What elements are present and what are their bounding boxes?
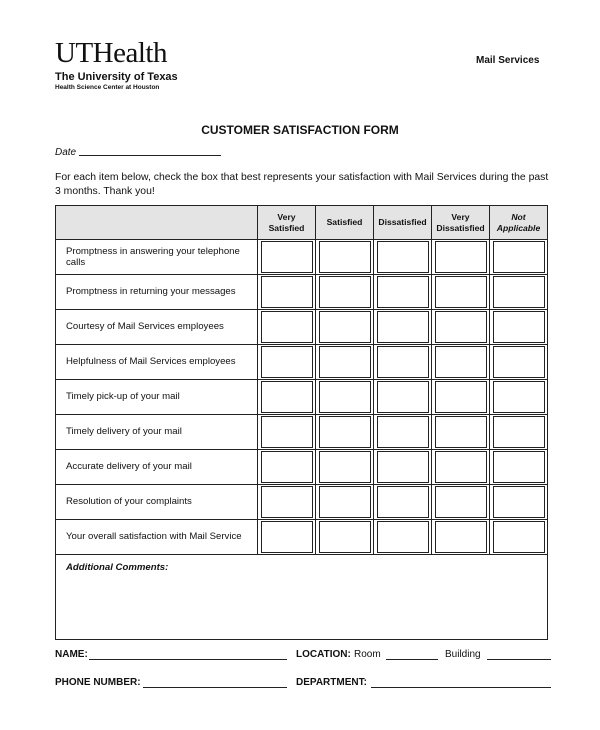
- room-field[interactable]: [386, 659, 438, 660]
- rating-cell: [316, 310, 374, 345]
- rating-cell: [316, 450, 374, 485]
- rating-checkbox[interactable]: [319, 276, 371, 308]
- rating-cell: [316, 275, 374, 310]
- item-label: Promptness in answering your telephone calls: [56, 240, 258, 275]
- rating-checkbox[interactable]: [261, 241, 313, 273]
- rating-cell: [432, 310, 490, 345]
- item-label: Your overall satisfaction with Mail Service: [56, 520, 258, 555]
- rating-cell: [432, 415, 490, 450]
- item-label: Resolution of your complaints: [56, 485, 258, 520]
- rating-cell: [374, 310, 432, 345]
- rating-cell: [432, 345, 490, 380]
- rating-cell: [374, 380, 432, 415]
- item-label: Timely delivery of your mail: [56, 415, 258, 450]
- building-field[interactable]: [487, 659, 551, 660]
- rating-cell: [258, 380, 316, 415]
- rating-cell: [374, 450, 432, 485]
- rating-checkbox[interactable]: [435, 521, 487, 553]
- rating-checkbox[interactable]: [493, 241, 545, 273]
- item-label: Accurate delivery of your mail: [56, 450, 258, 485]
- rating-checkbox[interactable]: [319, 486, 371, 518]
- rating-cell: [490, 345, 548, 380]
- rating-cell: [374, 520, 432, 555]
- rating-checkbox[interactable]: [319, 241, 371, 273]
- rating-cell: [374, 240, 432, 275]
- rating-cell: [316, 415, 374, 450]
- comments-row: [56, 555, 548, 640]
- rating-cell: [490, 240, 548, 275]
- table-row: [56, 520, 548, 555]
- rating-cell: [258, 240, 316, 275]
- rating-cell: [316, 520, 374, 555]
- header-dissatisfied: Dissatisfied: [374, 206, 432, 240]
- rating-cell: [432, 275, 490, 310]
- rating-cell: [258, 450, 316, 485]
- rating-cell: [258, 520, 316, 555]
- header-very-satisfied: Very Satisfied: [258, 206, 316, 240]
- table-row: [56, 275, 548, 310]
- rating-cell: [374, 275, 432, 310]
- rating-checkbox[interactable]: [261, 346, 313, 378]
- rating-checkbox[interactable]: [493, 521, 545, 553]
- rating-checkbox[interactable]: [493, 311, 545, 343]
- rating-checkbox[interactable]: [493, 451, 545, 483]
- table-row: [56, 485, 548, 520]
- department-field[interactable]: [371, 687, 551, 688]
- logo-center: Health Science Center at Houston: [55, 84, 160, 91]
- phone-field[interactable]: [143, 687, 287, 688]
- form-title: CUSTOMER SATISFACTION FORM: [201, 123, 399, 137]
- rating-cell: [316, 345, 374, 380]
- rating-cell: [316, 485, 374, 520]
- rating-checkbox[interactable]: [493, 416, 545, 448]
- rating-checkbox[interactable]: [435, 451, 487, 483]
- rating-checkbox[interactable]: [435, 346, 487, 378]
- logo-university: The University of Texas: [55, 71, 178, 83]
- table-row: [56, 310, 548, 345]
- rating-checkbox[interactable]: [377, 311, 429, 343]
- item-label: Promptness in returning your messages: [56, 275, 258, 310]
- rating-cell: [432, 450, 490, 485]
- header-not-applicable: Not Applicable: [490, 206, 548, 240]
- rating-checkbox[interactable]: [319, 521, 371, 553]
- additional-comments-field[interactable]: [56, 555, 548, 640]
- rating-cell: [490, 380, 548, 415]
- name-field[interactable]: [89, 659, 287, 660]
- rating-checkbox[interactable]: [261, 521, 313, 553]
- rating-checkbox[interactable]: [319, 346, 371, 378]
- table-row: [56, 380, 548, 415]
- rating-checkbox[interactable]: [261, 311, 313, 343]
- rating-cell: [374, 345, 432, 380]
- room-label: Room: [354, 649, 381, 660]
- header-very-dissatisfied: Very Dissatisfied: [432, 206, 490, 240]
- table-row: [56, 345, 548, 380]
- rating-checkbox[interactable]: [261, 276, 313, 308]
- rating-checkbox[interactable]: [261, 486, 313, 518]
- rating-checkbox[interactable]: [377, 241, 429, 273]
- logo-wordmark: UTHealth: [55, 37, 167, 69]
- rating-checkbox[interactable]: [377, 381, 429, 413]
- rating-cell: [490, 450, 548, 485]
- header-item-blank: [56, 206, 258, 240]
- table-header-row: [56, 206, 548, 240]
- rating-cell: [432, 240, 490, 275]
- table-row: [56, 415, 548, 450]
- header-satisfied: Satisfied: [316, 206, 374, 240]
- name-label: NAME:: [55, 649, 88, 660]
- rating-cell: [258, 275, 316, 310]
- rating-checkbox[interactable]: [377, 276, 429, 308]
- rating-checkbox[interactable]: [435, 311, 487, 343]
- satisfaction-table: [55, 205, 548, 640]
- rating-checkbox[interactable]: [493, 486, 545, 518]
- rating-checkbox[interactable]: [261, 451, 313, 483]
- rating-cell: [258, 415, 316, 450]
- rating-cell: [490, 520, 548, 555]
- rating-checkbox[interactable]: [377, 521, 429, 553]
- building-label: Building: [445, 649, 481, 660]
- rating-cell: [432, 520, 490, 555]
- logo: [55, 38, 178, 91]
- rating-checkbox[interactable]: [435, 381, 487, 413]
- date-field[interactable]: [79, 155, 221, 156]
- rating-checkbox[interactable]: [319, 381, 371, 413]
- table-row: [56, 450, 548, 485]
- table-row: [56, 240, 548, 275]
- form-instructions: For each item below, check the box that best represents your satisfaction with Mail Services during the past 3 months. Thank you!: [55, 172, 549, 197]
- rating-cell: [316, 380, 374, 415]
- rating-checkbox[interactable]: [377, 346, 429, 378]
- rating-checkbox[interactable]: [435, 416, 487, 448]
- rating-cell: [490, 415, 548, 450]
- rating-cell: [258, 345, 316, 380]
- phone-label: PHONE NUMBER:: [55, 677, 141, 688]
- rating-checkbox[interactable]: [435, 486, 487, 518]
- rating-checkbox[interactable]: [435, 276, 487, 308]
- rating-checkbox[interactable]: [493, 276, 545, 308]
- rating-checkbox[interactable]: [493, 381, 545, 413]
- rating-checkbox[interactable]: [377, 486, 429, 518]
- item-label: Helpfulness of Mail Services employees: [56, 345, 258, 380]
- rating-cell: [258, 310, 316, 345]
- rating-cell: [490, 310, 548, 345]
- rating-cell: [490, 275, 548, 310]
- rating-checkbox[interactable]: [377, 451, 429, 483]
- department-name: Mail Services: [476, 55, 540, 66]
- rating-cell: [432, 485, 490, 520]
- rating-cell: [432, 380, 490, 415]
- rating-checkbox[interactable]: [319, 451, 371, 483]
- rating-cell: [374, 415, 432, 450]
- rating-checkbox[interactable]: [493, 346, 545, 378]
- rating-checkbox[interactable]: [261, 416, 313, 448]
- rating-cell: [490, 485, 548, 520]
- rating-checkbox[interactable]: [319, 416, 371, 448]
- item-label: Timely pick-up of your mail: [56, 380, 258, 415]
- rating-checkbox[interactable]: [435, 241, 487, 273]
- department-label: DEPARTMENT:: [296, 677, 367, 688]
- item-label: Courtesy of Mail Services employees: [56, 310, 258, 345]
- rating-cell: [258, 485, 316, 520]
- rating-checkbox[interactable]: [261, 381, 313, 413]
- rating-checkbox[interactable]: [319, 311, 371, 343]
- comments-label: Additional Comments:: [66, 562, 169, 573]
- date-label: Date: [55, 147, 77, 158]
- rating-cell: [374, 485, 432, 520]
- rating-checkbox[interactable]: [377, 416, 429, 448]
- location-label: LOCATION:: [296, 649, 351, 660]
- rating-cell: [316, 240, 374, 275]
